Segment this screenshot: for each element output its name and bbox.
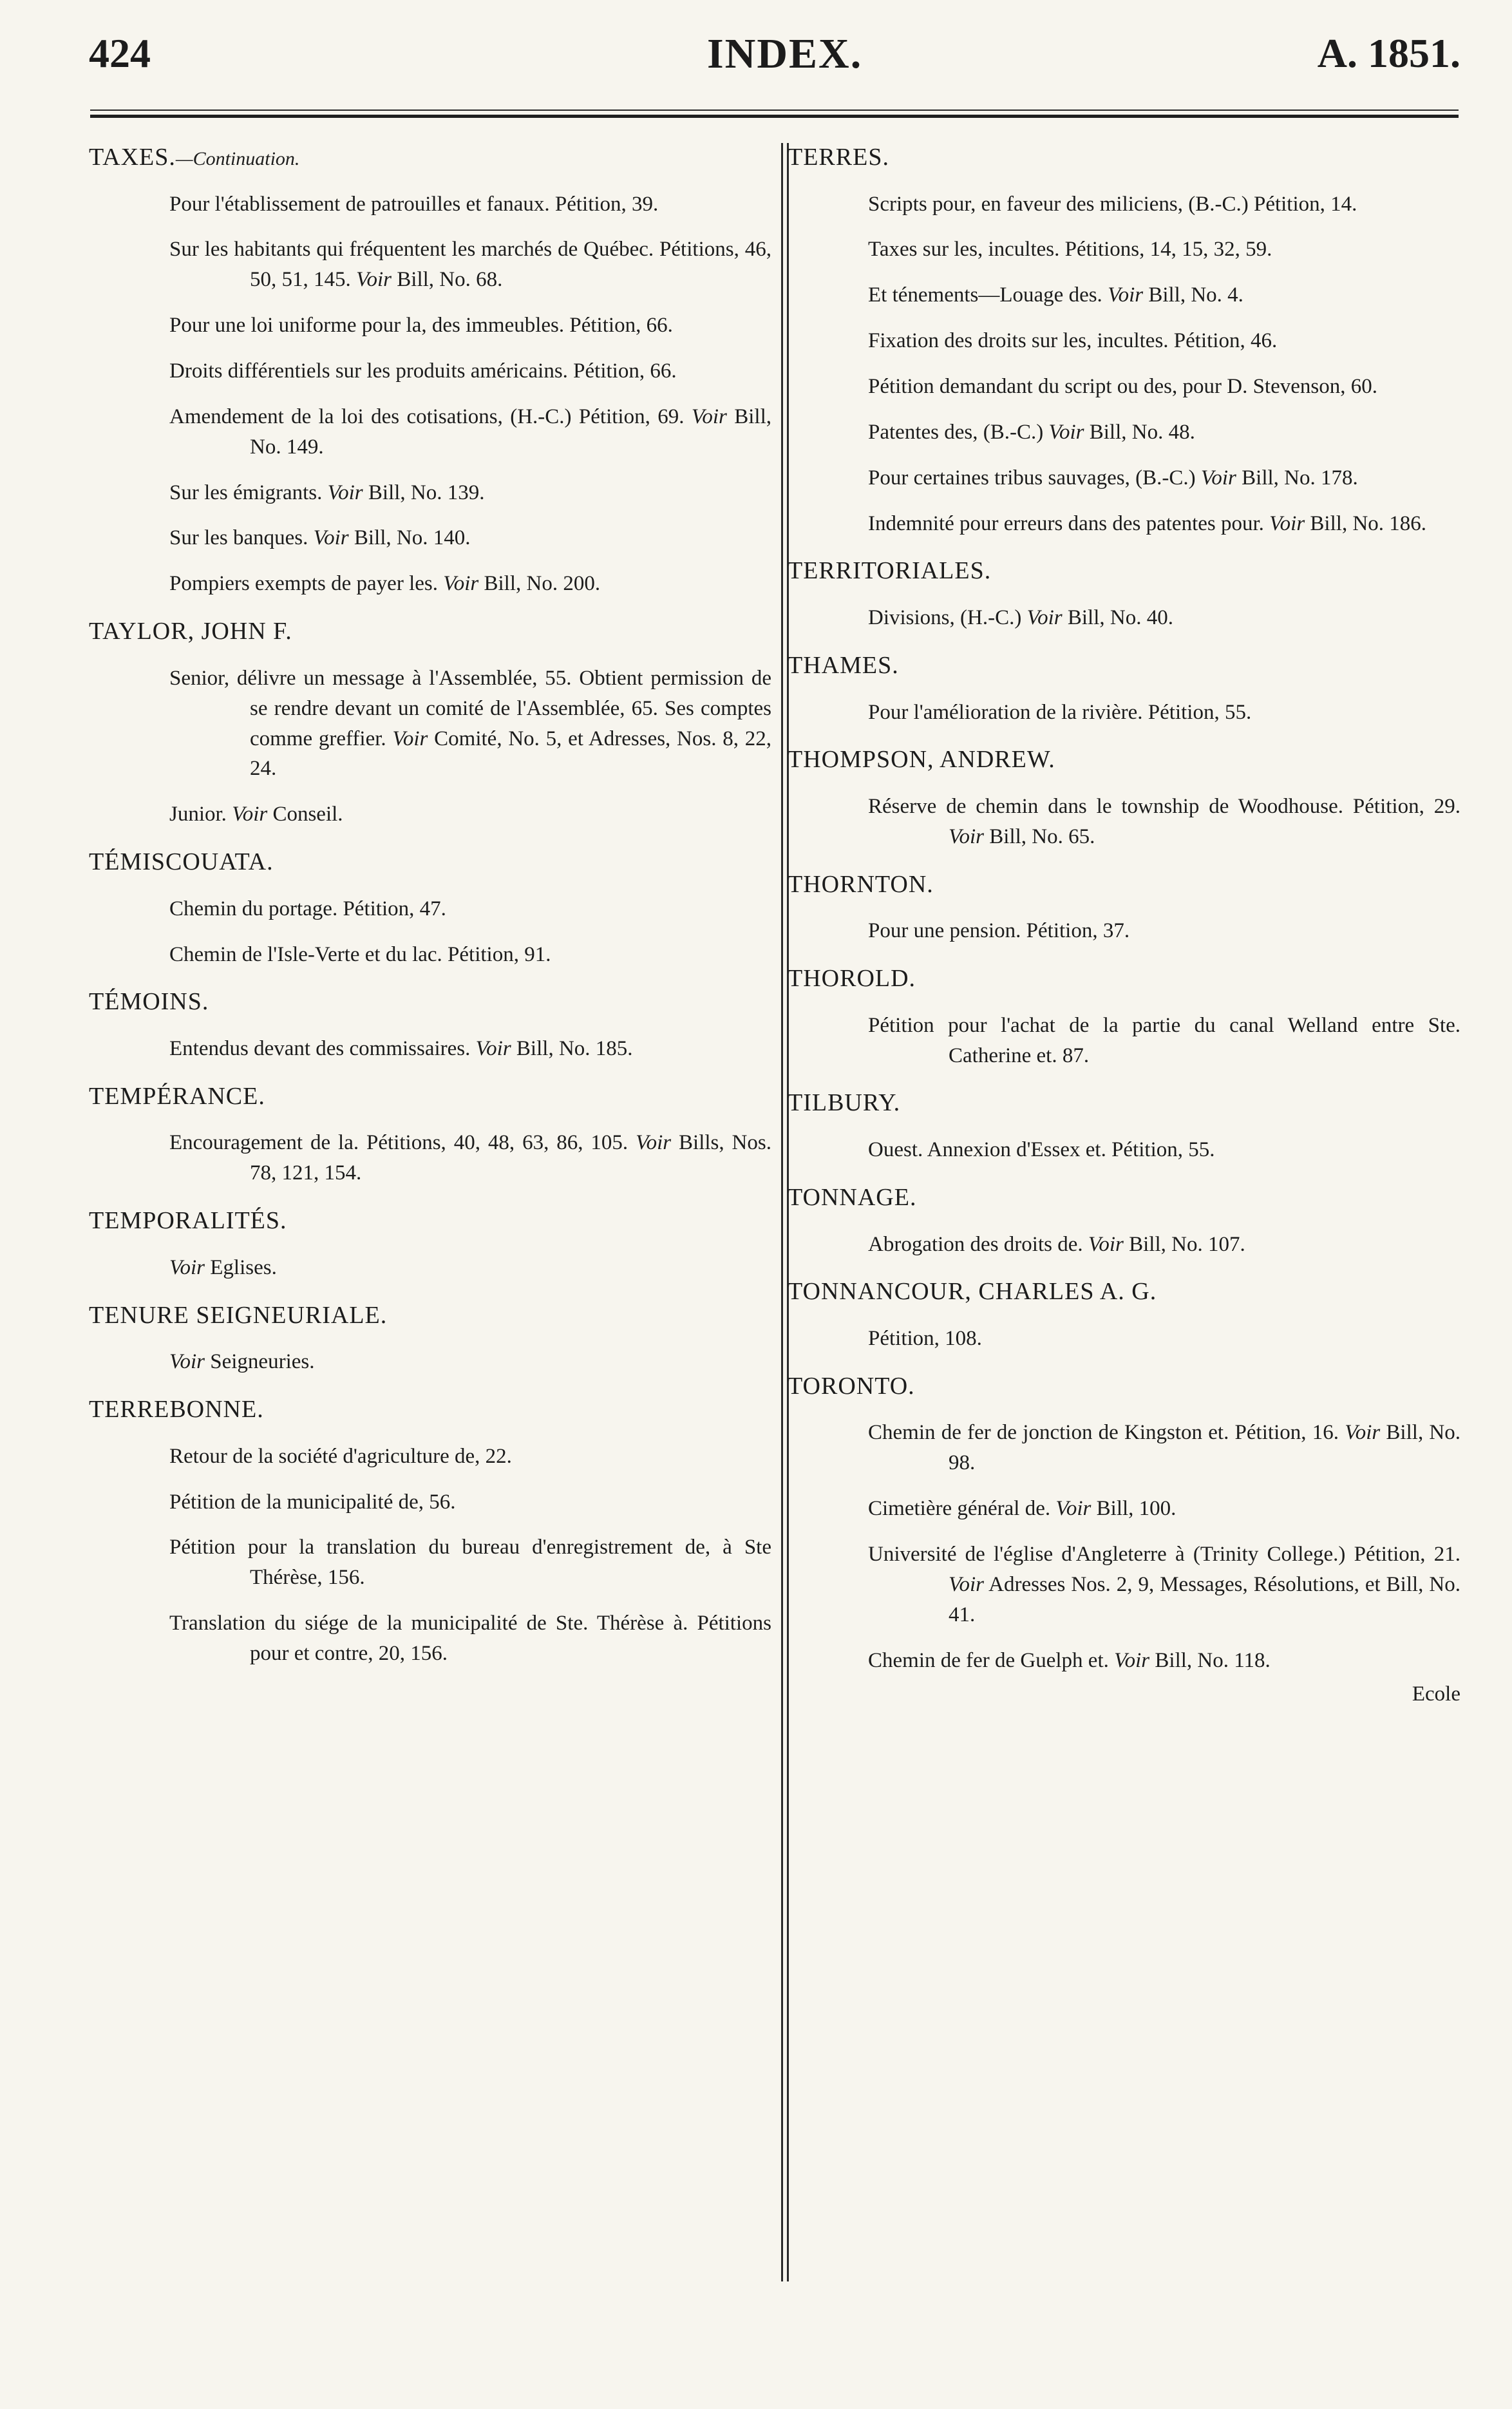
index-entry	[788, 372, 1460, 402]
index-heading-taylor-john-f	[89, 617, 771, 647]
entry-text: Bill, No. 186.	[1305, 511, 1427, 535]
entry-text: Chemin de fer de Guelph et.	[868, 1648, 1115, 1672]
heading-label: TERRES.	[788, 144, 889, 171]
entry-text: Pompiers exempts de payer les.	[169, 572, 444, 596]
index-entry	[788, 189, 1460, 220]
voir-reference: Voir	[1055, 1497, 1091, 1521]
entry-text: Divisions, (H.-C.)	[868, 606, 1027, 630]
entry-text: Chemin de fer de jonction de Kingston et. Pétition, 16.	[868, 1421, 1345, 1445]
index-entry	[788, 792, 1466, 852]
index-entry	[788, 1011, 1466, 1071]
index-entry	[89, 1442, 771, 1472]
entry-text: Abrogation des droits de.	[868, 1232, 1088, 1256]
entry-text: Comité, No. 5, et Adresses, Nos. 8, 22, 24.	[250, 727, 777, 781]
index-entry	[788, 1418, 1466, 1478]
entry-text: Bill, No. 139.	[363, 481, 485, 504]
index-entry	[89, 1347, 771, 1377]
voir-reference: Voir	[356, 268, 392, 292]
index-entry	[89, 523, 771, 553]
voir-reference: Voir	[1088, 1232, 1124, 1256]
voir-reference: Voir	[392, 727, 428, 750]
entry-text: Sur les banques.	[169, 526, 314, 550]
voir-reference: Voir	[313, 526, 349, 550]
entry-text: Entendus devant des commissaires.	[169, 1036, 476, 1060]
entry-text: Réserve de chemin dans le township de Woodhouse. Pétition, 29.	[868, 794, 1466, 818]
index-entry	[89, 663, 777, 784]
index-entry	[89, 940, 771, 970]
voir-reference: Voir	[691, 405, 727, 428]
index-heading-terrebonne	[89, 1395, 771, 1425]
index-entry	[788, 1494, 1460, 1524]
voir-reference: Voir	[327, 481, 363, 504]
catchword: Ecole	[1412, 1682, 1460, 1706]
voir-reference: Voir	[1108, 283, 1144, 307]
entry-text: Pour l'établissement de patrouilles et fanaux. Pétition, 39.	[169, 192, 659, 216]
index-entry	[89, 310, 771, 341]
index-heading-thorold	[788, 964, 1460, 994]
index-heading-tonnage	[788, 1183, 1460, 1213]
index-heading-tenure-seigneuriale	[89, 1301, 771, 1331]
entry-text: Pour une loi uniforme pour la, des immeubles. Pétition, 66.	[169, 314, 673, 338]
entry-text: Pétition de la municipalité de, 56.	[169, 1490, 456, 1514]
index-heading-thornton	[788, 870, 1460, 900]
entry-text: Bill, No. 178.	[1236, 466, 1358, 490]
right-column	[788, 143, 1466, 1725]
entry-text: Bill, No. 107.	[1123, 1232, 1245, 1256]
index-heading-thompson-andrew	[788, 745, 1460, 775]
page-header	[89, 26, 1460, 90]
heading-label: THOROLD.	[788, 965, 916, 993]
voir-reference: Voir	[475, 1036, 511, 1060]
heading-label: TILBURY.	[788, 1089, 901, 1117]
heading-label: TEMPÉRANCE.	[89, 1082, 265, 1110]
heading-label: TONNAGE.	[788, 1183, 917, 1211]
index-entry	[788, 1324, 1460, 1354]
entry-text: Bill, No. 185.	[511, 1036, 633, 1060]
index-heading-toronto	[788, 1372, 1460, 1402]
heading-label: TERREBONNE.	[89, 1396, 264, 1424]
entry-text: Translation du siége de la municipalité de Ste. Thérèse à. Pétitions pour et contre, 20, 156.	[169, 1612, 777, 1665]
entry-text: Bill, No. 118.	[1149, 1648, 1271, 1672]
entry-text: Chemin du portage. Pétition, 47.	[169, 897, 446, 920]
index-heading-tonnancour-charles-a-g	[788, 1277, 1460, 1307]
voir-reference: Voir	[636, 1131, 672, 1155]
voir-reference: Voir	[169, 1255, 205, 1279]
entry-text: Pour une pension. Pétition, 37.	[868, 919, 1130, 943]
index-entry	[788, 509, 1460, 539]
index-heading-tilbury	[788, 1089, 1460, 1118]
entry-text: Bill, No. 149.	[250, 405, 777, 459]
entry-text: Droits différentiels sur les produits américains. Pétition, 66.	[169, 359, 677, 383]
entry-text: Sur les habitants qui fréquentent les marchés de Québec. Pétitions, 46, 50, 51, 145.	[169, 238, 777, 292]
heading-label: TONNANCOUR, CHARLES A. G.	[788, 1278, 1157, 1306]
index-entry	[788, 1135, 1460, 1165]
entry-text: Taxes sur les, incultes. Pétitions, 14, 15, 32, 59.	[868, 238, 1272, 262]
index-entry	[89, 569, 771, 599]
voir-reference: Voir	[1269, 511, 1305, 535]
index-entry	[788, 326, 1460, 356]
entry-text: Pétition pour la translation du bureau d'enregistrement de, à Ste Thérèse, 156.	[169, 1536, 777, 1590]
entry-text: Junior.	[169, 803, 232, 826]
entry-text: Pour l'amélioration de la rivière. Pétition, 55.	[868, 700, 1252, 724]
index-entry	[788, 234, 1460, 265]
index-entry	[788, 603, 1460, 633]
entry-text: Bill, No. 65.	[984, 824, 1095, 848]
voir-reference: Voir	[1048, 420, 1084, 444]
entry-text: Bill, No. 48.	[1084, 420, 1195, 444]
entry-text: Ouest. Annexion d'Essex et. Pétition, 55.	[868, 1138, 1215, 1162]
voir-reference: Voir	[949, 824, 985, 848]
heading-label: TAXES.	[89, 144, 176, 171]
entry-text: Eglises.	[205, 1255, 277, 1279]
entry-text: Patentes des, (B.-C.)	[868, 420, 1049, 444]
index-entry	[89, 234, 777, 295]
entry-text: Seigneuries.	[205, 1350, 315, 1374]
page-title: INDEX.	[707, 30, 863, 77]
index-entry	[89, 1128, 777, 1188]
entry-text: Bills, Nos. 78, 121, 154.	[250, 1131, 777, 1185]
heading-label: THORNTON.	[788, 870, 934, 898]
page-number: 424	[89, 30, 151, 76]
entry-text: Scripts pour, en faveur des miliciens, (B.-C.) Pétition, 14.	[868, 192, 1357, 216]
entry-text: Bill, No. 68.	[392, 268, 503, 292]
index-entry	[89, 1487, 771, 1518]
entry-text: Bill, No. 40.	[1062, 606, 1173, 630]
entry-text: Chemin de l'Isle-Verte et du lac. Pétition, 91.	[169, 942, 551, 966]
heading-label: TEMPORALITÉS.	[89, 1207, 287, 1235]
voir-reference: Voir	[1345, 1421, 1381, 1445]
index-entry	[788, 463, 1460, 493]
heading-label: THOMPSON, ANDREW.	[788, 746, 1055, 774]
heading-label: TAYLOR, JOHN F.	[89, 618, 292, 645]
entry-text: Sur les émigrants.	[169, 481, 328, 504]
index-entry	[89, 1532, 777, 1593]
left-column	[89, 143, 777, 1684]
index-entry	[89, 402, 777, 462]
page-year: A. 1851.	[1317, 30, 1460, 76]
index-heading-temporalites	[89, 1206, 771, 1236]
heading-label: TERRITORIALES.	[788, 557, 992, 585]
entry-text: Bill, No. 4.	[1143, 283, 1243, 307]
index-heading-terres	[788, 143, 1460, 173]
entry-text: Pétition pour l'achat de la partie du canal Welland entre Ste. Catherine et. 87.	[868, 1013, 1466, 1067]
entry-text: Amendement de la loi des cotisations, (H.-C.) Pétition, 69.	[169, 405, 692, 428]
heading-label: THAMES.	[788, 651, 899, 679]
entry-text: Et ténements—Louage des.	[868, 283, 1108, 307]
voir-reference: Voir	[1200, 466, 1236, 490]
index-entry	[788, 698, 1460, 728]
entry-text: Fixation des droits sur les, incultes. Pétition, 46.	[868, 329, 1278, 353]
entry-text: Encouragement de la. Pétitions, 40, 48, 63, 86, 105.	[169, 1131, 636, 1155]
index-entry	[788, 1230, 1460, 1260]
voir-reference: Voir	[443, 572, 479, 596]
index-entry	[89, 894, 771, 924]
index-heading-territoriales	[788, 557, 1460, 586]
voir-reference: Voir	[232, 803, 268, 826]
entry-text: Bill, 100.	[1091, 1497, 1177, 1521]
voir-reference: Voir	[169, 1350, 205, 1374]
index-entry	[89, 356, 771, 386]
index-entry	[89, 1608, 777, 1669]
index-heading-taxes	[89, 143, 771, 173]
index-heading-thames	[788, 651, 1460, 681]
index-entry	[788, 1646, 1460, 1676]
entry-text: Adresses Nos. 2, 9, Messages, Résolutions, et Bill, No. 41.	[949, 1572, 1466, 1626]
index-entry	[89, 478, 771, 508]
index-heading-temperance	[89, 1082, 771, 1112]
entry-text: Indemnité pour erreurs dans des patentes pour.	[868, 511, 1270, 535]
heading-label: TORONTO.	[788, 1372, 915, 1400]
heading-label: TÉMISCOUATA.	[89, 848, 274, 876]
entry-text: Conseil.	[267, 803, 343, 826]
index-entry	[788, 1539, 1466, 1630]
entry-text: Pétition, 108.	[868, 1326, 982, 1350]
entry-text: Bill, No. 98.	[949, 1421, 1466, 1475]
entry-text: Cimetière général de.	[868, 1497, 1056, 1521]
index-entry	[788, 916, 1460, 946]
voir-reference: Voir	[1026, 606, 1063, 630]
heading-label: TÉMOINS.	[89, 988, 209, 1016]
entry-text: Retour de la société d'agriculture de, 22.	[169, 1444, 512, 1468]
index-entry	[89, 799, 771, 830]
heading-label: TENURE SEIGNEURIALE.	[89, 1301, 388, 1329]
voir-reference: Voir	[1114, 1648, 1150, 1672]
voir-reference: Voir	[949, 1572, 985, 1596]
index-heading-temoins	[89, 987, 771, 1017]
entry-text: Bill, No. 140.	[348, 526, 471, 550]
index-entry	[89, 189, 771, 220]
entry-text: Senior, délivre un message à l'Assemblée, 55. Obtient permission de se rendre devant un comité de l'Assemblée, 65. Ses comptes comme greffier.	[169, 666, 777, 750]
continuation-label: —Continuation.	[175, 148, 300, 169]
entry-text: Pour certaines tribus sauvages, (B.-C.)	[868, 466, 1201, 490]
index-entry	[788, 280, 1460, 310]
index-heading-temiscouata	[89, 848, 771, 877]
header-rule-thin	[90, 110, 1459, 111]
header-rule-thick	[90, 115, 1459, 118]
index-entry	[89, 1034, 771, 1064]
entry-text: Bill, No. 200.	[478, 572, 601, 596]
entry-text: Pétition demandant du script ou des, pour D. Stevenson, 60.	[868, 375, 1377, 399]
entry-text: Université de l'église d'Angleterre à (Trinity College.) Pétition, 21.	[868, 1542, 1466, 1566]
index-entry	[788, 417, 1460, 448]
index-entry	[89, 1253, 771, 1283]
